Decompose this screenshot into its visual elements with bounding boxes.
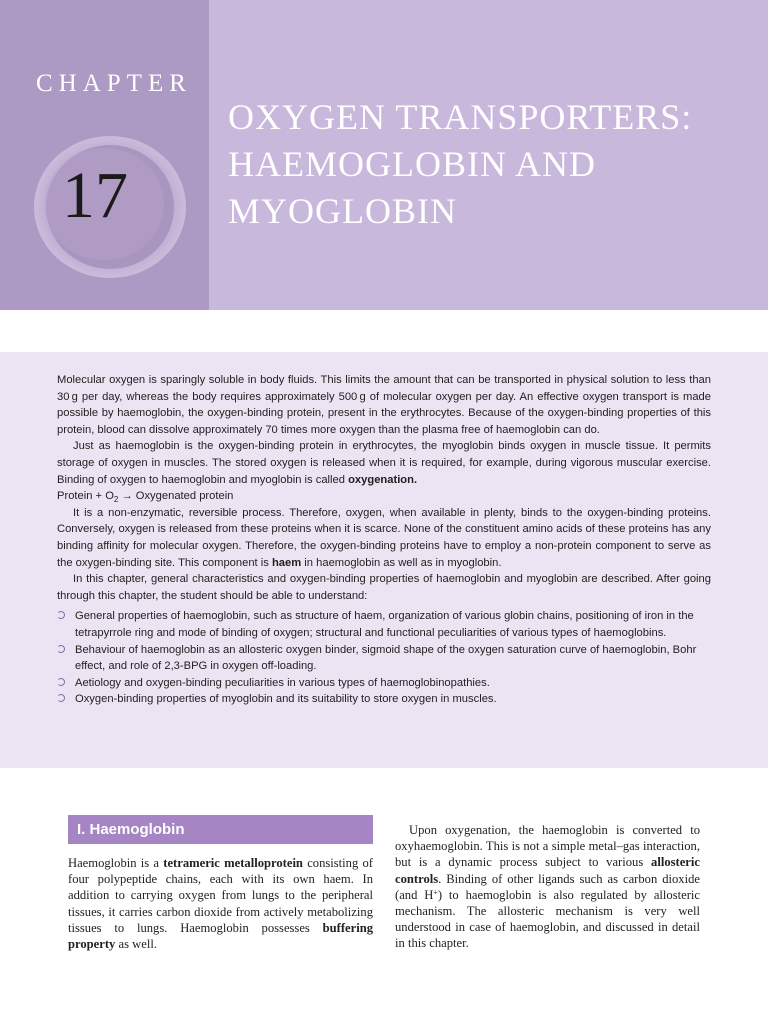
right-column-paragraph xyxy=(395,822,700,952)
chapter-introduction xyxy=(57,372,711,708)
list-item-text: General properties of haemoglobin, such as structure of haem, organization of various globin chains, positioning of iron in the tetrapyrrole ring and mode of binding of oxygen; structural and functional peculiarities of various types of haemoglobins. xyxy=(75,610,694,639)
left-column xyxy=(68,855,373,952)
list-item-text: Oxygen-binding properties of myoglobin and its suitability to store oxygen in muscles. xyxy=(75,693,497,706)
chapter-title-line-3: MYOGLOBIN xyxy=(228,191,457,231)
bullet-icon xyxy=(57,694,65,702)
superscript-plus: + xyxy=(433,887,438,897)
chapter-number: 17 xyxy=(62,159,128,232)
section-heading: I. Haemoglobin xyxy=(68,815,373,844)
chapter-title-line-1: OXYGEN TRANSPORTERS: xyxy=(228,97,693,137)
body-text: ) to haemoglobin is also regulated by allosteric mechanism. The allosteric mechanism is very well understood in case of haemoglobin, and discussed in detail in this chapter. xyxy=(395,887,700,951)
body-text: Haemoglobin is a xyxy=(68,856,164,870)
list-item xyxy=(57,642,711,675)
bullet-icon xyxy=(57,678,65,686)
term-tetrameric-metalloprotein: tetrameric metalloprotein xyxy=(163,856,303,870)
equation-subscript: 2 xyxy=(113,495,119,505)
body-text: . Binding of other ligands such as carbon dioxide (and H xyxy=(395,871,700,902)
chapter-label: CHAPTER xyxy=(36,70,192,97)
body-text: consisting of four polypeptide chains, each with its own haem. In addition to carrying oxygen from lungs to the peripheral tissues, it carries carbon dioxide from actively metabolizing tissues to lungs. Haemoglobin possesses xyxy=(68,856,373,935)
right-column xyxy=(395,822,700,952)
intro-paragraph-3-text: It is a non-enzymatic, reversible process. Therefore, oxygen, when available in plenty, binds to the oxygen-binding proteins. Conversely, oxygen is released from these proteins when it is scarce. None of the constituent amino acids of these proteins has any binding affinity for molecular oxygen. Therefore, the oxygen-binding proteins have to employ a non-protein component to serve as the oxygen-binding site. This component is xyxy=(57,506,711,569)
term-allosteric-controls: allosteric controls xyxy=(395,855,700,886)
body-text: Upon oxygenation, the haemoglobin is converted to oxyhaemoglobin. This is not a simple metal–gas interaction, but is a dynamic process subject to various xyxy=(395,823,700,870)
intro-term-oxygenation: oxygenation. xyxy=(348,473,418,486)
chapter-title-line-2: HAEMOGLOBIN AND xyxy=(228,144,596,184)
intro-paragraph-1: Molecular oxygen is sparingly soluble in body fluids. This limits the amount that can be transported in physical solution to less than 30 g per day, whereas the body requires approximately 500 g of molecular oxygen per day. An effective oxygen transport is made possible by haemoglobin, the oxygen-binding protein, present in the erythrocytes. Because of the oxygen-binding properties of this protein, blood can dissolve approximately 70 times more oxygen than the plasma free of haemoglobin can do. xyxy=(57,374,711,436)
intro-paragraph-4: In this chapter, general characteristics and oxygen-binding properties of haemoglobin and myoglobin are described. After going through this chapter, the student should be able to understand: xyxy=(57,573,711,602)
intro-paragraph-3 xyxy=(57,505,711,571)
bullet-icon xyxy=(57,611,65,619)
intro-paragraph-2-text: Just as haemoglobin is the oxygen-binding protein in erythrocytes, the myoglobin binds oxygen in muscle tissue. It permits storage of oxygen in muscles. The stored oxygen is released when it is required, for example, during vigorous muscular exercise. Binding of oxygen to haemoglobin and myoglobin is called xyxy=(57,440,711,486)
left-column-paragraph xyxy=(68,855,373,952)
list-item xyxy=(57,608,711,641)
equation-left: Protein + O xyxy=(57,490,114,503)
term-buffering-property: buffering property xyxy=(68,920,373,952)
intro-term-haem: haem xyxy=(271,556,302,569)
chapter-title xyxy=(228,94,748,235)
oxygenation-equation xyxy=(57,488,711,505)
bullet-icon xyxy=(57,645,65,653)
equation-right: → Oxygenated protein xyxy=(118,490,234,503)
intro-paragraph-3-tail: in haemoglobin as well as in myoglobin. xyxy=(301,556,502,569)
list-item-text: Aetiology and oxygen-binding peculiarities in various types of haemoglobinopathies. xyxy=(75,676,490,689)
list-item xyxy=(57,675,711,692)
intro-paragraph-2 xyxy=(57,438,711,488)
list-item-text: Behaviour of haemoglobin as an allosteric oxygen binder, sigmoid shape of the oxygen saturation curve of haemoglobin, Bohr effect, and role of 2,3-BPG in oxygen off-loading. xyxy=(75,643,697,673)
learning-objectives-list xyxy=(57,608,711,708)
list-item xyxy=(57,691,711,708)
body-text: as well. xyxy=(115,937,157,952)
